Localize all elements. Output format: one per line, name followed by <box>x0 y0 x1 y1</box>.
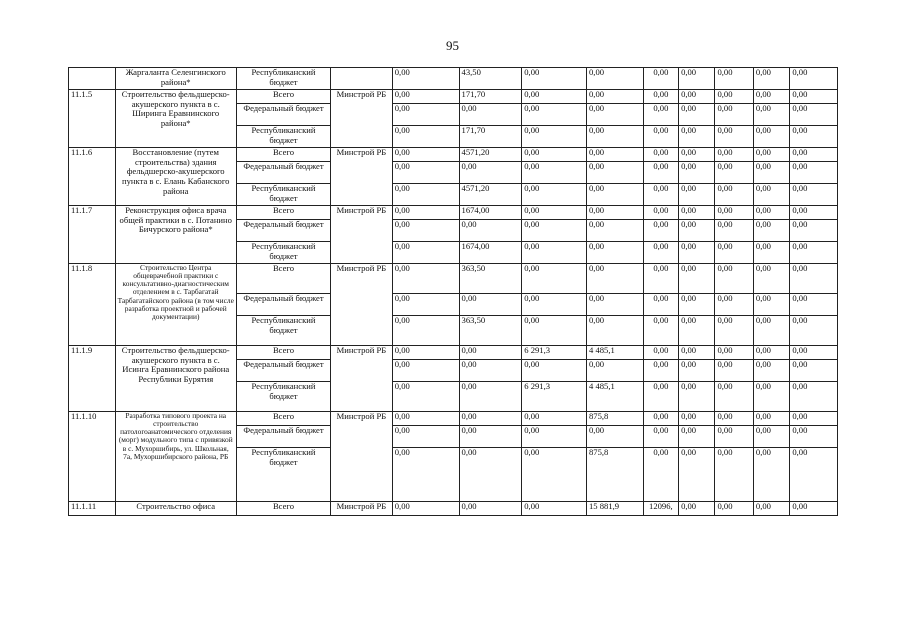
funding-source: Всего <box>236 502 330 516</box>
item-code <box>69 68 116 90</box>
item-name: Строительство Центра общеврачебной практики с консультативно-диагностическим отделением в с. Тарбагатай Тарбагатайского района (в том числе разработка проектной и рабочей документации) <box>115 264 236 346</box>
value-cell: 0,00 <box>587 184 644 206</box>
value-cell: 0,00 <box>790 360 838 382</box>
value-cell: 0,00 <box>715 68 753 90</box>
value-cell: 0,00 <box>790 68 838 90</box>
table-row <box>69 68 838 90</box>
value-cell: 0,00 <box>790 148 838 162</box>
value-cell: 0,00 <box>715 184 753 206</box>
item-name: Строительство офиса <box>115 502 236 516</box>
value-cell: 0,00 <box>715 220 753 242</box>
executor: Минстрой РБ <box>331 90 393 148</box>
value-cell: 12096, <box>643 502 678 516</box>
value-cell: 0,00 <box>587 104 644 126</box>
value-cell: 0,00 <box>753 90 789 104</box>
funding-source: Федеральный бюджет <box>236 220 330 242</box>
executor: Минстрой РБ <box>331 502 393 516</box>
value-cell: 0,00 <box>753 412 789 426</box>
value-cell: 0,00 <box>790 448 838 502</box>
table-row <box>69 206 838 220</box>
table-row <box>69 90 838 104</box>
value-cell: 0,00 <box>753 316 789 346</box>
item-name: Строительство фельдшерско-акушерского пункта в с. Ширинга Еравнинского района* <box>115 90 236 148</box>
value-cell: 0,00 <box>392 90 459 104</box>
value-cell: 15 881,9 <box>587 502 644 516</box>
value-cell: 0,00 <box>715 360 753 382</box>
value-cell: 0,00 <box>522 242 587 264</box>
value-cell: 0,00 <box>643 448 678 502</box>
value-cell: 0,00 <box>753 206 789 220</box>
value-cell: 0,00 <box>522 360 587 382</box>
executor: Минстрой РБ <box>331 148 393 206</box>
funding-source: Всего <box>236 346 330 360</box>
value-cell: 0,00 <box>679 148 715 162</box>
value-cell: 0,00 <box>790 220 838 242</box>
value-cell: 0,00 <box>679 382 715 412</box>
value-cell: 0,00 <box>392 162 459 184</box>
value-cell: 0,00 <box>790 242 838 264</box>
value-cell: 0,00 <box>715 148 753 162</box>
funding-source: Федеральный бюджет <box>236 104 330 126</box>
value-cell: 0,00 <box>753 104 789 126</box>
item-code: 11.1.9 <box>69 346 116 412</box>
value-cell: 0,00 <box>753 294 789 316</box>
value-cell: 0,00 <box>643 346 678 360</box>
executor: Минстрой РБ <box>331 264 393 346</box>
value-cell: 0,00 <box>522 502 587 516</box>
value-cell: 0,00 <box>715 412 753 426</box>
value-cell: 0,00 <box>679 412 715 426</box>
value-cell: 4571,20 <box>459 184 522 206</box>
value-cell: 0,00 <box>522 162 587 184</box>
value-cell: 0,00 <box>679 426 715 448</box>
value-cell: 1674,00 <box>459 206 522 220</box>
value-cell: 0,00 <box>679 162 715 184</box>
funding-source: Республиканский бюджет <box>236 242 330 264</box>
value-cell: 0,00 <box>679 206 715 220</box>
value-cell: 0,00 <box>459 360 522 382</box>
funding-source: Федеральный бюджет <box>236 294 330 316</box>
value-cell: 363,50 <box>459 264 522 294</box>
value-cell: 0,00 <box>392 382 459 412</box>
value-cell: 0,00 <box>522 316 587 346</box>
funding-source: Республиканский бюджет <box>236 382 330 412</box>
value-cell: 0,00 <box>790 126 838 148</box>
value-cell: 0,00 <box>715 502 753 516</box>
funding-source: Всего <box>236 90 330 104</box>
funding-source: Федеральный бюджет <box>236 360 330 382</box>
value-cell: 0,00 <box>679 346 715 360</box>
value-cell: 0,00 <box>459 448 522 502</box>
funding-source: Республиканский бюджет <box>236 126 330 148</box>
value-cell: 0,00 <box>790 90 838 104</box>
value-cell: 0,00 <box>643 184 678 206</box>
item-name: Строительство фельдшерско-акушерского пункта в с. Исинга Еравнинского района Республики Бурятия <box>115 346 236 412</box>
value-cell: 0,00 <box>587 316 644 346</box>
value-cell: 0,00 <box>522 294 587 316</box>
value-cell: 0,00 <box>643 162 678 184</box>
value-cell: 0,00 <box>753 346 789 360</box>
value-cell: 0,00 <box>392 448 459 502</box>
executor: Минстрой РБ <box>331 346 393 412</box>
value-cell: 0,00 <box>679 264 715 294</box>
value-cell: 0,00 <box>392 184 459 206</box>
value-cell: 875,8 <box>587 448 644 502</box>
value-cell: 0,00 <box>715 426 753 448</box>
value-cell: 0,00 <box>679 220 715 242</box>
value-cell: 0,00 <box>753 148 789 162</box>
funding-source: Республиканский бюджет <box>236 316 330 346</box>
value-cell: 0,00 <box>753 68 789 90</box>
value-cell: 0,00 <box>522 90 587 104</box>
value-cell: 0,00 <box>392 360 459 382</box>
funding-source: Всего <box>236 206 330 220</box>
value-cell: 0,00 <box>459 502 522 516</box>
value-cell: 0,00 <box>643 382 678 412</box>
value-cell: 0,00 <box>790 426 838 448</box>
value-cell: 0,00 <box>643 426 678 448</box>
value-cell: 0,00 <box>679 90 715 104</box>
value-cell: 0,00 <box>753 126 789 148</box>
value-cell: 0,00 <box>587 126 644 148</box>
executor: Минстрой РБ <box>331 412 393 502</box>
value-cell: 0,00 <box>715 90 753 104</box>
funding-source: Республиканский бюджет <box>236 448 330 502</box>
value-cell: 0,00 <box>522 104 587 126</box>
value-cell: 0,00 <box>790 502 838 516</box>
value-cell: 0,00 <box>790 206 838 220</box>
value-cell: 0,00 <box>679 242 715 264</box>
table-row <box>69 502 838 516</box>
item-code: 11.1.6 <box>69 148 116 206</box>
value-cell: 0,00 <box>679 316 715 346</box>
value-cell: 0,00 <box>715 206 753 220</box>
value-cell: 0,00 <box>587 148 644 162</box>
value-cell: 0,00 <box>522 264 587 294</box>
funding-source: Республиканский бюджет <box>236 68 330 90</box>
item-name: Восстановление (путем строительства) здания фельдшерско-акушерского пункта в с. Елань Кабанского района <box>115 148 236 206</box>
value-cell: 0,00 <box>790 382 838 412</box>
value-cell: 0,00 <box>753 220 789 242</box>
value-cell: 0,00 <box>392 264 459 294</box>
value-cell: 0,00 <box>753 502 789 516</box>
item-code: 11.1.7 <box>69 206 116 264</box>
value-cell: 0,00 <box>587 162 644 184</box>
value-cell: 0,00 <box>522 206 587 220</box>
value-cell: 0,00 <box>790 294 838 316</box>
value-cell: 0,00 <box>715 126 753 148</box>
value-cell: 0,00 <box>392 316 459 346</box>
value-cell: 0,00 <box>522 220 587 242</box>
value-cell: 0,00 <box>715 346 753 360</box>
value-cell: 0,00 <box>643 68 678 90</box>
value-cell: 0,00 <box>715 264 753 294</box>
value-cell: 0,00 <box>753 448 789 502</box>
value-cell: 0,00 <box>790 184 838 206</box>
value-cell: 0,00 <box>587 90 644 104</box>
value-cell: 0,00 <box>643 360 678 382</box>
value-cell: 0,00 <box>715 294 753 316</box>
budget-table-body <box>69 68 838 516</box>
value-cell: 0,00 <box>679 360 715 382</box>
value-cell: 0,00 <box>715 162 753 184</box>
value-cell: 0,00 <box>392 412 459 426</box>
value-cell: 171,70 <box>459 90 522 104</box>
value-cell: 0,00 <box>587 220 644 242</box>
value-cell: 0,00 <box>643 220 678 242</box>
value-cell: 43,50 <box>459 68 522 90</box>
value-cell: 0,00 <box>459 162 522 184</box>
value-cell: 0,00 <box>459 220 522 242</box>
value-cell: 0,00 <box>753 382 789 412</box>
executor <box>331 68 393 90</box>
budget-table <box>68 67 838 516</box>
value-cell: 0,00 <box>715 242 753 264</box>
value-cell: 0,00 <box>522 148 587 162</box>
item-name: Разработка типового проекта на строительство патологоанатомического отделения (морг) модульного типа с привязкой в с. Мухоршибирь, ул. Школьная, 7а, Мухоршибирского района, РБ <box>115 412 236 502</box>
value-cell: 0,00 <box>392 206 459 220</box>
item-code: 11.1.5 <box>69 90 116 148</box>
value-cell: 0,00 <box>715 316 753 346</box>
item-code: 11.1.8 <box>69 264 116 346</box>
value-cell: 0,00 <box>753 184 789 206</box>
value-cell: 0,00 <box>392 426 459 448</box>
value-cell: 0,00 <box>392 148 459 162</box>
value-cell: 6 291,3 <box>522 382 587 412</box>
value-cell: 0,00 <box>587 264 644 294</box>
value-cell: 0,00 <box>753 264 789 294</box>
value-cell: 0,00 <box>643 294 678 316</box>
value-cell: 0,00 <box>392 502 459 516</box>
value-cell: 0,00 <box>790 104 838 126</box>
value-cell: 0,00 <box>643 242 678 264</box>
value-cell: 0,00 <box>715 382 753 412</box>
value-cell: 0,00 <box>587 68 644 90</box>
value-cell: 0,00 <box>392 68 459 90</box>
value-cell: 0,00 <box>522 426 587 448</box>
table-row <box>69 412 838 426</box>
value-cell: 0,00 <box>587 206 644 220</box>
value-cell: 0,00 <box>679 502 715 516</box>
value-cell: 0,00 <box>790 162 838 184</box>
funding-source: Всего <box>236 412 330 426</box>
value-cell: 0,00 <box>587 294 644 316</box>
table-row <box>69 148 838 162</box>
item-code: 11.1.10 <box>69 412 116 502</box>
value-cell: 0,00 <box>522 184 587 206</box>
value-cell: 0,00 <box>679 448 715 502</box>
value-cell: 0,00 <box>753 242 789 264</box>
value-cell: 0,00 <box>459 412 522 426</box>
value-cell: 0,00 <box>392 346 459 360</box>
funding-source: Федеральный бюджет <box>236 426 330 448</box>
value-cell: 0,00 <box>643 126 678 148</box>
table-row <box>69 264 838 294</box>
value-cell: 0,00 <box>679 294 715 316</box>
value-cell: 0,00 <box>753 360 789 382</box>
value-cell: 875,8 <box>587 412 644 426</box>
value-cell: 0,00 <box>753 162 789 184</box>
value-cell: 1674,00 <box>459 242 522 264</box>
funding-source: Всего <box>236 264 330 294</box>
page-number: 95 <box>446 38 459 53</box>
value-cell: 0,00 <box>679 126 715 148</box>
value-cell: 0,00 <box>459 294 522 316</box>
table-row <box>69 346 838 360</box>
value-cell: 0,00 <box>643 148 678 162</box>
item-code: 11.1.11 <box>69 502 116 516</box>
value-cell: 0,00 <box>790 412 838 426</box>
value-cell: 0,00 <box>790 346 838 360</box>
value-cell: 0,00 <box>790 316 838 346</box>
value-cell: 0,00 <box>459 104 522 126</box>
value-cell: 0,00 <box>587 426 644 448</box>
value-cell: 0,00 <box>392 126 459 148</box>
value-cell: 0,00 <box>392 242 459 264</box>
value-cell: 0,00 <box>522 448 587 502</box>
value-cell: 0,00 <box>790 264 838 294</box>
value-cell: 0,00 <box>522 126 587 148</box>
value-cell: 0,00 <box>522 412 587 426</box>
value-cell: 0,00 <box>643 90 678 104</box>
value-cell: 0,00 <box>643 412 678 426</box>
item-name: Реконструкция офиса врача общей практики в с. Потанино Бичурского района* <box>115 206 236 264</box>
value-cell: 0,00 <box>392 104 459 126</box>
value-cell: 0,00 <box>643 264 678 294</box>
value-cell: 4571,20 <box>459 148 522 162</box>
value-cell: 0,00 <box>522 68 587 90</box>
value-cell: 0,00 <box>679 184 715 206</box>
funding-source: Всего <box>236 148 330 162</box>
value-cell: 0,00 <box>643 206 678 220</box>
value-cell: 0,00 <box>715 448 753 502</box>
value-cell: 0,00 <box>459 426 522 448</box>
item-name: Жаргаланта Селенгинского района* <box>115 68 236 90</box>
value-cell: 0,00 <box>587 360 644 382</box>
value-cell: 0,00 <box>643 104 678 126</box>
value-cell: 0,00 <box>679 68 715 90</box>
value-cell: 0,00 <box>643 316 678 346</box>
funding-source: Республиканский бюджет <box>236 184 330 206</box>
value-cell: 0,00 <box>679 104 715 126</box>
value-cell: 171,70 <box>459 126 522 148</box>
value-cell: 0,00 <box>459 346 522 360</box>
value-cell: 363,50 <box>459 316 522 346</box>
value-cell: 0,00 <box>459 382 522 412</box>
funding-source: Федеральный бюджет <box>236 162 330 184</box>
value-cell: 0,00 <box>753 426 789 448</box>
executor: Минстрой РБ <box>331 206 393 264</box>
value-cell: 6 291,3 <box>522 346 587 360</box>
value-cell: 4 485,1 <box>587 382 644 412</box>
value-cell: 0,00 <box>392 294 459 316</box>
value-cell: 4 485,1 <box>587 346 644 360</box>
value-cell: 0,00 <box>715 104 753 126</box>
value-cell: 0,00 <box>587 242 644 264</box>
value-cell: 0,00 <box>392 220 459 242</box>
